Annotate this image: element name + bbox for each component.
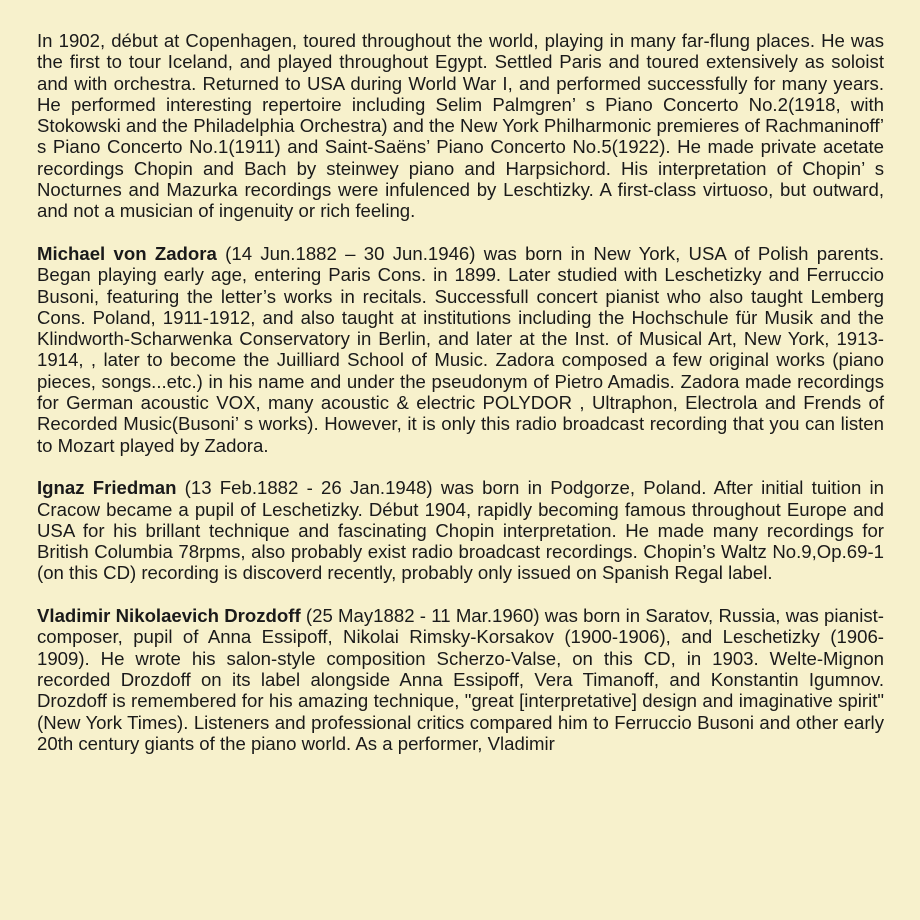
paragraph-vladimir-drozdoff [37,605,884,754]
pianist-name: Vladimir Nikolaevich Drozdoff [37,605,301,627]
paragraph-text: (14 Jun.1882 – 30 Jun.1946) was born in New York, USA of Polish parents. Began playing early age, entering Paris Cons. in 1899. Later studied with Leschetizky and Ferruccio Busoni, featuring the letter’s works in recitals. Successfull concert pianist who also taught Lemberg Cons. Poland, 1911-1912, and also taught at institutions including the Hochschule für Musik and the Klindworth-Scharwenka Conservatory in Berlin, and later at the Inst. of Musical Art, New York, 1913-1914, , later to become the Juilliard School of Music. Zadora composed a few original works (piano pieces, songs...etc.) in his name and under the pseudonym of Pietro Amadis. Zadora made recordings for German acoustic VOX, many acoustic & electric POLYDOR , Ultraphon, Electrola and Frends of Recorded Music(Busoni’ s works). However, it is only this radio broadcast recording that you can listen to Mozart played by Zadora. [37,242,884,456]
pianist-name: Ignaz Friedman [37,477,177,499]
paragraph-text: (13 Feb.1882 - 26 Jan.1948) was born in Podgorze, Poland. After initial tuition in Cracow became a pupil of Leschetizky. Début 1904, rapidly becoming famous throughout Europe and USA for his brillant technique and fascinating Chopin interpretation. He made many recordings for British Columbia 78rpms, also probably exist radio broadcast recordings. Chopin’s Waltz No.9,Op.69-1 (on this CD) recording is discoverd recently, probably only issued on Spanish Regal label. [37,477,884,584]
paragraph-biography-continuation [37,30,884,222]
paragraph-ignaz-friedman [37,477,884,583]
paragraph-text: (25 May1882 - 11 Mar.1960) was born in Saratov, Russia, was pianist-composer, pupil of Anna Essipoff, Nikolai Rimsky-Korsakov (1900-1906), and Leschetizky (1906-1909). He wrote his salon-style composition Scherzo-Valse, on this CD, in 1903. Welte-Mignon recorded Drozdoff on its label alongside Anna Essipoff, Vera Timanoff, and Konstantin Igumnov. Drozdoff is remembered for his amazing technique, "great [interpretative] design and imaginative spirit" (New York Times). Listeners and professional critics compared him to Ferruccio Busoni and other early 20th century giants of the piano world. As a performer, Vladimir [37,605,884,754]
pianist-name: Michael von Zadora [37,242,217,264]
paragraph-michael-von-zadora [37,243,884,456]
paragraph-text: In 1902, début at Copenhagen, toured throughout the world, playing in many far-flung places. He was the first to tour Iceland, and played throughout Egypt. Settled Paris and toured extensively as soloist and with orchestra. Returned to USA during World War I, and performed successfully for many years. He performed interesting repertoire including Selim Palmgren’ s Piano Concerto No.2(1918, with Stokowski and the Philadelphia Orchestra) and the New York Philharmonic premieres of Rachmaninoff’ s Piano Concerto No.1(1911) and Saint-Saëns’ Piano Concerto No.5(1922). He made private acetate recordings Chopin and Bach by steinwey piano and Harpsichord. His interpretation of Chopin’ s Nocturnes and Mazurka recordings were infulenced by Leschtizky. A first-class virtuoso, but outward, and not a musician of ingenuity or rich feeling. [37,30,884,222]
